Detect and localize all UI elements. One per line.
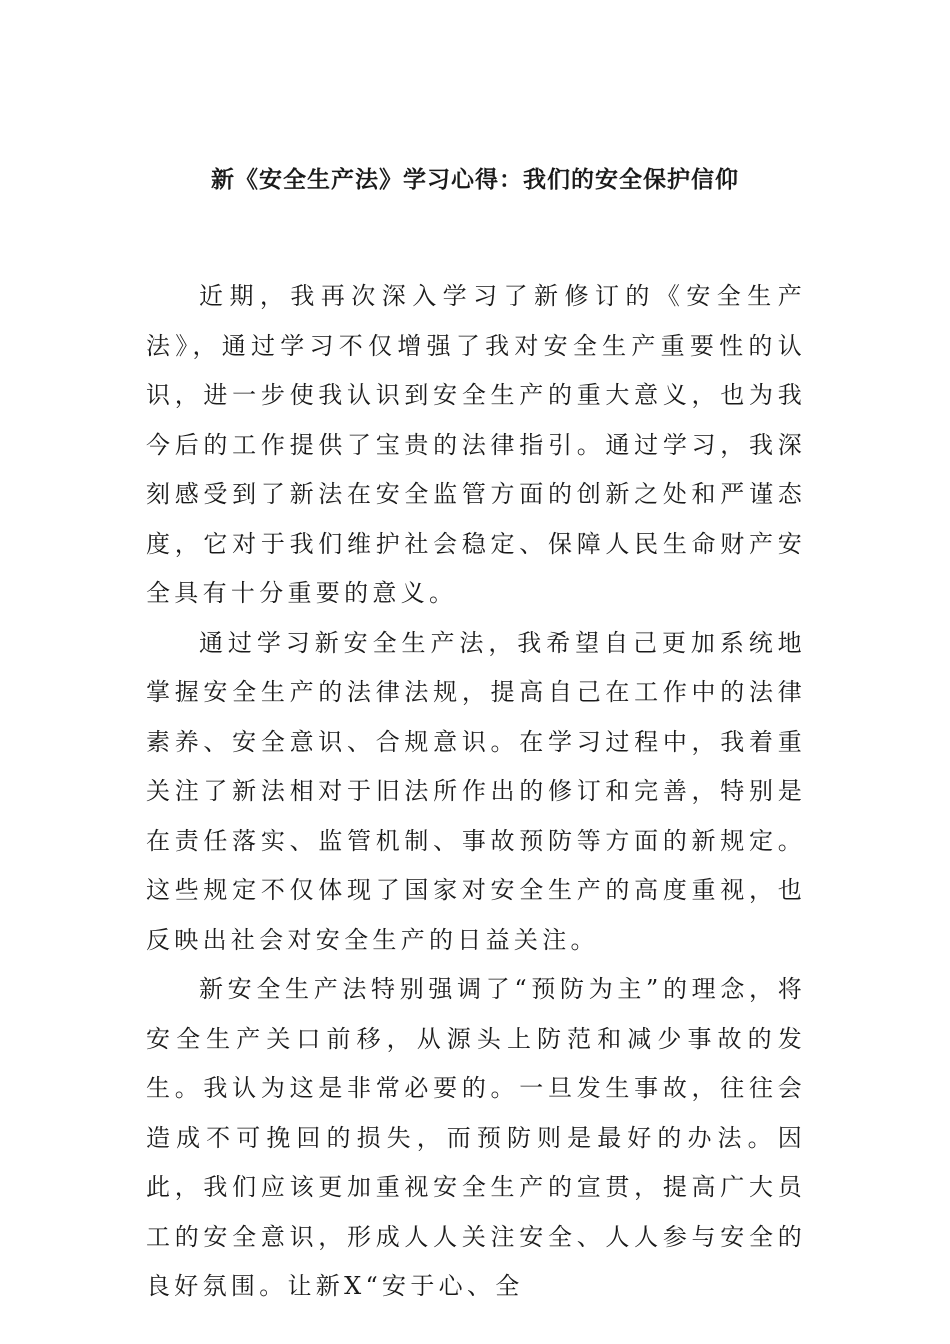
- document-title: 新《安全生产法》学习心得：我们的安全保护信仰: [211, 166, 739, 193]
- paragraph-2: 通过学习新安全生产法，我希望自己更加系统地掌握安全生产的法律法规，提高自己在工作中的法律素养、安全意识、合规意识。在学习过程中，我着重关注了新法相对于旧法所作出的修订和完善，特别是在责任落实、监管机制、事故预防等方面的新规定。这些规定不仅体现了国家对安全生产的高度重视，也反映出社会对安全生产的日益关注。: [146, 628, 806, 954]
- paragraph-3: 新安全生产法特别强调了“预防为主”的理念，将安全生产关口前移，从源头上防范和减少事故的发生。我认为这是非常必要的。一旦发生事故，往往会造成不可挽回的损失，而预防则是最好的办法。因此，我们应该更加重视安全生产的宣贯，提高广大员工的安全意识，形成人人关注安全、人人参与安全的良好氛围。让新X“安于心、全: [146, 975, 806, 1300]
- document-body: [146, 272, 806, 1312]
- paragraph-1: 近期，我再次深入学习了新修订的《安全生产法》，通过学习不仅增强了我对安全生产重要性的认识，进一步使我认识到安全生产的重大意义，也为我今后的工作提供了宝贵的法律指引。通过学习，我深刻感受到了新法在安全监管方面的创新之处和严谨态度，它对于我们维护社会稳定、保障人民生命财产安全具有十分重要的意义。: [146, 282, 806, 607]
